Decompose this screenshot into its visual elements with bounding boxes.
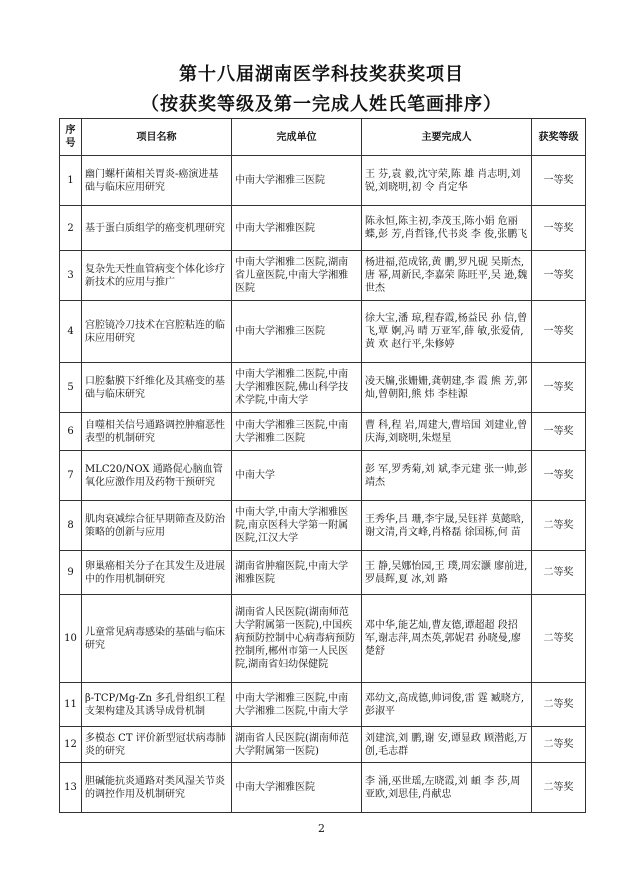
row-number: 11: [60, 683, 82, 727]
main-contributors: 彭 军,罗秀菊,刘 斌,李元建 张一帅,彭靖杰: [362, 451, 532, 501]
completing-unit: 湖南省人民医院(湖南师范大学附属第一医院): [232, 727, 362, 763]
main-contributors: 王秀华,吕 珊,李宇晟,吴钰祥 莫懿晗,谢文清,肖文峰,肖格磊 徐国栋,何 苗: [362, 501, 532, 551]
table-row: [60, 727, 586, 763]
main-contributors: 王 芬,袁 毅,沈守荣,陈 雄 肖志明,刘 锐,刘晓明,初 令 肖定华: [362, 156, 532, 206]
completing-unit: 中南大学湘雅三医院,中南大学湘雅二医院: [232, 413, 362, 451]
completing-unit: 中南大学: [232, 451, 362, 501]
table-row: [60, 551, 586, 595]
award-level: 二等奖: [532, 595, 586, 683]
document-subtitle: （按获奖等级及第一完成人姓氏笔画排序）: [141, 94, 502, 115]
table-row: [60, 363, 586, 413]
table-row: [60, 251, 586, 301]
document-title: 第十八届湖南医学科技奖获奖项目: [179, 64, 464, 85]
project-name: 多模态 CT 评价新型冠状病毒肺炎的研究: [82, 727, 232, 763]
main-contributors: 王 静,吴娜怡园,王 璞,周宏灏 廖前进,罗晨辉,夏 冰,刘 路: [362, 551, 532, 595]
table-row: [60, 156, 586, 206]
project-name: 自噬相关信号通路调控肿瘤恶性表型的机制研究: [82, 413, 232, 451]
project-name: 肌肉衰减综合征早期筛查及防治策略的创新与应用: [82, 501, 232, 551]
project-name: MLC20/NOX 通路促心脑血管氧化应激作用及药物干预研究: [82, 451, 232, 501]
header-project: 项目名称: [82, 119, 232, 156]
table-header-row: [60, 119, 586, 156]
award-level: 一等奖: [532, 206, 586, 251]
row-number: 8: [60, 501, 82, 551]
completing-unit: 中南大学,中南大学湘雅医院,南京医科大学第一附属医院,江汉大学: [232, 501, 362, 551]
header-unit: 完成单位: [232, 119, 362, 156]
award-level: 一等奖: [532, 301, 586, 363]
row-number: 1: [60, 156, 82, 206]
award-level: 一等奖: [532, 363, 586, 413]
completing-unit: 中南大学湘雅三医院,中南大学湘雅二医院,中南大学: [232, 683, 362, 727]
row-number: 6: [60, 413, 82, 451]
main-contributors: 徐大宝,潘 琼,程春霞,杨益民 孙 信,曾 飞,覃 婀,冯 晴 万亚军,薛 敏,张爱倩,黄 欢 赵行平,朱修婷: [362, 301, 532, 363]
award-level: 一等奖: [532, 451, 586, 501]
completing-unit: 中南大学湘雅医院: [232, 206, 362, 251]
table-row: [60, 451, 586, 501]
main-contributors: 杨进福,范成铭,黄 鹏,罗凡砚 吴斯杰,唐 幂,周新民,李嘉荣 陈旺平,吴 逊,魏世杰: [362, 251, 532, 301]
main-contributors: 刘建滨,刘 鹏,谢 安,谭显政 顾潜彪,万 创,毛志群: [362, 727, 532, 763]
award-level: 一等奖: [532, 251, 586, 301]
project-name: 儿童常见病毒感染的基础与临床研究: [82, 595, 232, 683]
table-row: [60, 763, 586, 813]
row-number: 12: [60, 727, 82, 763]
table-row: [60, 501, 586, 551]
header-people: 主要完成人: [362, 119, 532, 156]
completing-unit: 中南大学湘雅医院: [232, 763, 362, 813]
award-level: 一等奖: [532, 156, 586, 206]
row-number: 7: [60, 451, 82, 501]
project-name: 幽门螺杆菌相关胃炎-癌演进基础与临床应用研究: [82, 156, 232, 206]
row-number: 2: [60, 206, 82, 251]
project-name: 基于蛋白质组学的癌变机理研究: [82, 206, 232, 251]
award-level: 二等奖: [532, 683, 586, 727]
main-contributors: 曹 科,程 岩,周建大,曹培国 刘建业,曾庆海,刘晓明,朱煜星: [362, 413, 532, 451]
header-award: 获奖等级: [532, 119, 586, 156]
completing-unit: 中南大学湘雅三医院: [232, 301, 362, 363]
award-level: 一等奖: [532, 413, 586, 451]
completing-unit: 中南大学湘雅二医院,湖南省儿童医院,中南大学湘雅医院: [232, 251, 362, 301]
project-name: 宫腔镜冷刀技术在宫腔粘连的临床应用研究: [82, 301, 232, 363]
project-name: 卵巢癌相关分子在其发生及进展中的作用机制研究: [82, 551, 232, 595]
table-row: [60, 683, 586, 727]
completing-unit: 中南大学湘雅二医院,中南大学湘雅医院,佛山科学技术学院,中南大学: [232, 363, 362, 413]
award-level: 二等奖: [532, 551, 586, 595]
project-name: 胆碱能抗炎通路对类风湿关节炎的调控作用及机制研究: [82, 763, 232, 813]
row-number: 13: [60, 763, 82, 813]
completing-unit: 中南大学湘雅三医院: [232, 156, 362, 206]
completing-unit: 湖南省人民医院(湖南师范大学附属第一医院),中国疾病预防控制中心病毒病预防控制所,郴州市第一人民医院,湖南省妇幼保健院: [232, 595, 362, 683]
row-number: 4: [60, 301, 82, 363]
main-contributors: 邓中华,能艺灿,曹友德,谭超超 段招军,谢志萍,周杰英,郭妮君 孙晓曼,廖楚舒: [362, 595, 532, 683]
main-contributors: 李 涌,巫世瑶,左晓霞,刘 頔 李 莎,周亚欧,刘思佳,肖献忠: [362, 763, 532, 813]
project-name: 复杂先天性血管病变个体化诊疗新技术的应用与推广: [82, 251, 232, 301]
main-contributors: 凌天牖,张姗姗,龚朝建,李 霞 熊 芳,郭 灿,曾朝阳,熊 炜 李桂源: [362, 363, 532, 413]
award-level: 二等奖: [532, 763, 586, 813]
project-name: β-TCP/Mg-Zn 多孔骨组织工程支架构建及其诱导成骨机制: [82, 683, 232, 727]
main-contributors: 邓幼文,高成德,帅词俊,雷 霆 臧晓方,彭淑平: [362, 683, 532, 727]
row-number: 5: [60, 363, 82, 413]
table-row: [60, 206, 586, 251]
main-contributors: 陈永恒,陈主初,李茂玉,陈小娟 危丽蝶,彭 芳,肖哲锋,代书炎 李 俊,张鹏飞: [362, 206, 532, 251]
row-number: 3: [60, 251, 82, 301]
awards-table: [59, 118, 586, 813]
award-level: 二等奖: [532, 501, 586, 551]
table-row: [60, 413, 586, 451]
header-no: 序号: [60, 119, 82, 156]
award-level: 二等奖: [532, 727, 586, 763]
table-row: [60, 301, 586, 363]
row-number: 10: [60, 595, 82, 683]
completing-unit: 湖南省肿瘤医院,中南大学湘雅医院: [232, 551, 362, 595]
project-name: 口腔黏膜下纤维化及其癌变的基础与临床研究: [82, 363, 232, 413]
page-number: 2: [318, 822, 325, 835]
table-row: [60, 595, 586, 683]
row-number: 9: [60, 551, 82, 595]
